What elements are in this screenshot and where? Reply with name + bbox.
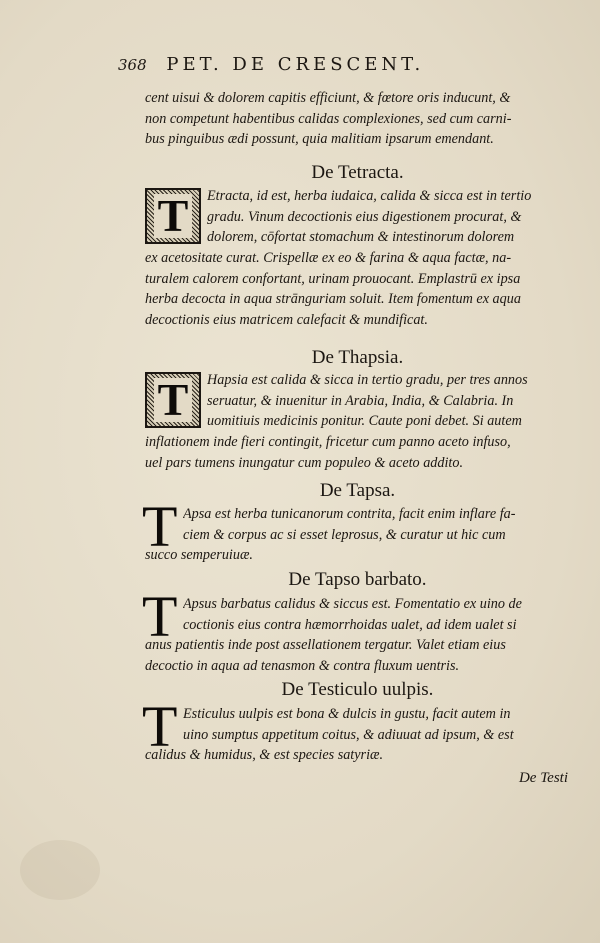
running-title: PET. DE CRESCENT.: [166, 54, 425, 75]
catchword: De Testi: [518, 770, 568, 786]
text-line: cent uisui & dolorem capitis efficiunt, & fœtore oris inducunt, &: [145, 90, 511, 106]
woodcut-initial: [145, 372, 201, 428]
text-line: uel pars tumens inungatur cum populeo & aceto addito.: [145, 454, 464, 471]
text-line: seruatur, & inuenitur in Arabia, India, & Calabria. In: [207, 392, 514, 409]
text-line: Etracta, id est, herba iudaica, calida & sicca est in tertio: [207, 188, 532, 204]
section-tapso-body: [145, 635, 570, 676]
section-heading: De Tetracta.: [311, 162, 404, 183]
section-thapsia-body-indented: [207, 370, 570, 432]
text-line: anus patientis inde post assellationem tergatur. Valet etiam eius: [145, 637, 506, 653]
intro-text: [145, 88, 570, 150]
paper-stain: [20, 840, 100, 900]
text-line: ciem & corpus ac si esset leprosus, & curatur ut hic cum: [183, 526, 506, 543]
section-tapso-body-indented: [183, 594, 570, 635]
text-line: Esticulus uulpis est bona & dulcis in gustu, facit autem in: [183, 706, 511, 722]
section-testiculo-uulpis: [145, 677, 570, 703]
initial-letter: T: [154, 194, 193, 238]
text-line: non competunt habentibus calidas complexiones, sed cum carni-: [145, 110, 512, 127]
section-tetracta-body-indented: [207, 186, 570, 248]
text-line: Hapsia est calida & sicca in tertio gradu, per tres annos: [207, 372, 528, 388]
text-line: Apsa est herba tunicanorum contrita, facit enim inflare fa-: [183, 506, 516, 522]
text-line: coctionis eius contra hæmorrhoidas ualet, ad idem ualet si: [183, 616, 517, 633]
text-line: herba decocta in aqua strānguriam soluit. Item fomentum ex aqua: [145, 291, 521, 307]
section-testiculo-body-indented: [183, 704, 570, 745]
text-line: turalem calorem confortant, urinam prouocant. Emplastrū ex ipsa: [145, 270, 521, 287]
text-line: calidus & humidus, & est species satyriæ.: [145, 747, 384, 763]
section-heading: De Tapsa.: [319, 480, 396, 501]
section-thapsia-body: [145, 432, 570, 473]
text-line: inflationem inde fieri contingit, fricetur cum panno aceto infuso,: [145, 434, 511, 450]
page-header: [118, 54, 424, 75]
text-line: ex acetositate curat. Crispellæ ex eo & farina & aqua factæ, na-: [145, 250, 512, 266]
section-tetracta: [145, 160, 570, 186]
section-tetracta-body: [145, 248, 570, 330]
section-tapso-barbato: [145, 567, 570, 593]
section-tapsa: [145, 478, 570, 504]
text-line: uino sumptus appetitum coitus, & adiuuat ad ipsum, & est: [183, 726, 514, 743]
text-line: uomitiuis medicinis ponitur. Caute poni debet. Si autem: [207, 413, 522, 429]
section-heading: De Testiculo uulpis.: [281, 679, 434, 700]
section-heading: De Tapso barbato.: [288, 569, 427, 590]
woodcut-initial: [145, 188, 201, 244]
initial-letter: T: [142, 584, 178, 649]
section-tapsa-body-indented: [183, 504, 570, 545]
initial-letter: T: [142, 494, 178, 559]
section-thapsia: [145, 345, 570, 371]
text-line: gradu. Vinum decoctionis eius digestionem procurat, &: [207, 208, 522, 225]
section-heading: De Thapsia.: [311, 347, 404, 368]
initial-letter: T: [154, 378, 193, 422]
text-line: decoctionis eius matricem calefacit & mundificat.: [145, 311, 428, 328]
text-line: succo semperuiuæ.: [145, 547, 253, 563]
initial-letter: T: [142, 694, 178, 759]
folio-number: 368: [118, 56, 147, 74]
text-line: Apsus barbatus calidus & siccus est. Fomentatio ex uino de: [183, 596, 522, 612]
text-line: decoctio in aqua ad tenasmon & contra fluxum uentris.: [145, 657, 460, 674]
section-testiculo-body: [145, 745, 570, 766]
section-tapsa-body: [145, 545, 570, 566]
text-line: dolorem, cōfortat stomachum & intestinorum dolorem: [207, 229, 515, 245]
text-line: bus pinguibus ædi possunt, quia malitiam ipsarum emendant.: [145, 131, 494, 147]
